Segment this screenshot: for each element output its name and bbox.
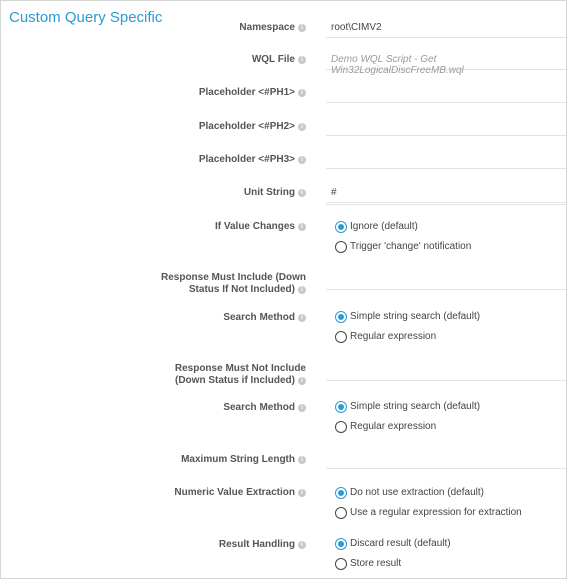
search-method-label: Search Method i	[136, 402, 306, 414]
info-icon[interactable]: i	[298, 223, 306, 231]
radio-circle[interactable]	[335, 221, 347, 233]
info-icon[interactable]: i	[298, 123, 306, 131]
if-value-changes-label: If Value Changes i	[136, 221, 306, 233]
info-icon[interactable]: i	[298, 189, 306, 197]
settings-panel: Custom Query Specific Namespace i root\CIMV2 WQL File i Demo WQL Script - Get Win32LogicalDiscFreeMB.wql Placeholder <#PH1> i Placeholder <#PH2> i Placeholder <#PH3> i Unit String i # If Value Changes i Ignore (default) Trigger 'change' notification Response Must Include (Down Status If Not Included) i Search Method i Simple string search (default) Regular expression Response Must Not Include (Down Status if Included) i Search Method i Simple string search (default) Regular expression Maximum String Length i Numeric Value Extraction i Do not use extraction (default) Use a regular expression for extraction Result Handling i Discard result (default) Store result	[0, 0, 567, 579]
max-length-label: Maximum String Length i	[136, 454, 306, 466]
must-not-include-input[interactable]	[326, 362, 566, 381]
info-icon[interactable]: i	[298, 24, 306, 32]
radio-circle[interactable]	[335, 558, 347, 570]
separator	[326, 204, 566, 205]
numeric-extraction-label: Numeric Value Extraction i	[136, 487, 306, 499]
namespace-field[interactable]: root\CIMV2	[326, 20, 566, 38]
wql-file-label: WQL File i	[136, 54, 306, 66]
wql-file-field[interactable]: Demo WQL Script - Get Win32LogicalDiscFreeMB.wql	[326, 52, 566, 70]
info-icon[interactable]: i	[298, 377, 306, 385]
radio-circle[interactable]	[335, 311, 347, 323]
unit-string-label: Unit String i	[136, 187, 306, 199]
ph1-input[interactable]	[326, 85, 566, 103]
section-title: Custom Query Specific	[9, 9, 163, 26]
result-handling-label: Result Handling i	[136, 539, 306, 551]
radio-circle[interactable]	[335, 331, 347, 343]
info-icon[interactable]: i	[298, 56, 306, 64]
info-icon[interactable]: i	[298, 89, 306, 97]
radio-circle[interactable]	[335, 241, 347, 253]
ph3-label: Placeholder <#PH3> i	[136, 154, 306, 166]
unit-string-input[interactable]: #	[326, 185, 566, 203]
max-length-input[interactable]	[326, 450, 566, 469]
info-icon[interactable]: i	[298, 314, 306, 322]
namespace-label: Namespace i	[136, 22, 306, 34]
info-icon[interactable]: i	[298, 286, 306, 294]
info-icon[interactable]: i	[298, 404, 306, 412]
ph1-label: Placeholder <#PH1> i	[136, 87, 306, 99]
ph2-label: Placeholder <#PH2> i	[136, 121, 306, 133]
info-icon[interactable]: i	[298, 456, 306, 464]
radio-circle[interactable]	[335, 401, 347, 413]
radio-circle[interactable]	[335, 538, 347, 550]
must-include-input[interactable]	[326, 271, 566, 290]
radio-circle[interactable]	[335, 507, 347, 519]
must-include-label: Response Must Include (Down Status If Not Included) i	[160, 272, 306, 295]
info-icon[interactable]: i	[298, 156, 306, 164]
info-icon[interactable]: i	[298, 489, 306, 497]
must-not-include-label: Response Must Not Include (Down Status if Included) i	[174, 363, 306, 386]
radio-circle[interactable]	[335, 487, 347, 499]
radio-circle[interactable]	[335, 421, 347, 433]
ph3-input[interactable]	[326, 151, 566, 169]
ph2-input[interactable]	[326, 118, 566, 136]
search-method-label: Search Method i	[136, 312, 306, 324]
info-icon[interactable]: i	[298, 541, 306, 549]
